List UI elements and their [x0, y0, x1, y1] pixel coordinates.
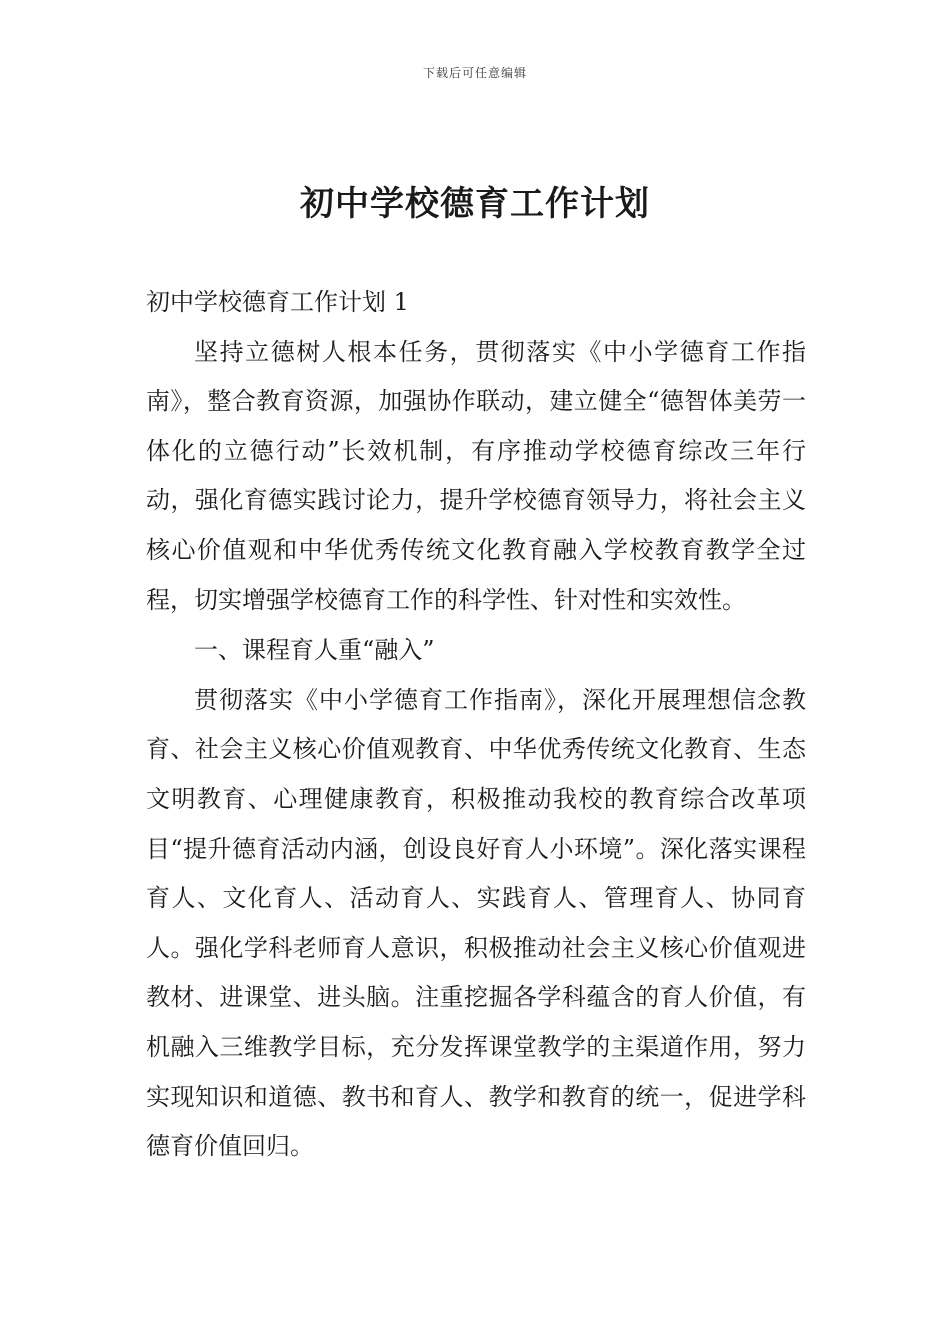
paragraph-intro: 坚持立德树人根本任务，贯彻落实《中小学德育工作指南》，整合教育资源，加强协作联动，建立健全“德智体美劳一体化的立德行动”长效机制，有序推动学校德育综改三年行动，强化育德实践讨论力，提升学校德育领导力，将社会主义核心价值观和中华优秀传统文化教育融入学校教育教学全过程，切实增强学校德育工作的科学性、针对性和实效性。: [146, 337, 806, 614]
header-note: 下载后可任意编辑: [422, 66, 527, 80]
subsection-heading: 一、课程育人重“融入”: [194, 636, 435, 665]
document-body: [146, 278, 806, 1172]
section-heading: 初中学校德育工作计划 1: [146, 288, 409, 316]
paragraph-curriculum: 贯彻落实《中小学德育工作指南》，深化开展理想信念教育、社会主义核心价值观教育、中华优秀传统文化教育、生态文明教育、心理健康教育，积极推动我校的教育综合改革项目“提升德育活动内涵，创设良好育人小环境”。深化落实课程育人、文化育人、活动育人、实践育人、管理育人、协同育人。强化学科老师育人意识，积极推动社会主义核心价值观进教材、进课堂、进头脑。注重挖掘各学科蕴含的育人价值，有机融入三维教学目标，充分发挥课堂教学的主渠道作用，努力实现知识和道德、教书和育人、教学和教育的统一，促进学科德育价值回归。: [146, 685, 806, 1161]
document-title: 初中学校德育工作计划: [300, 184, 650, 224]
